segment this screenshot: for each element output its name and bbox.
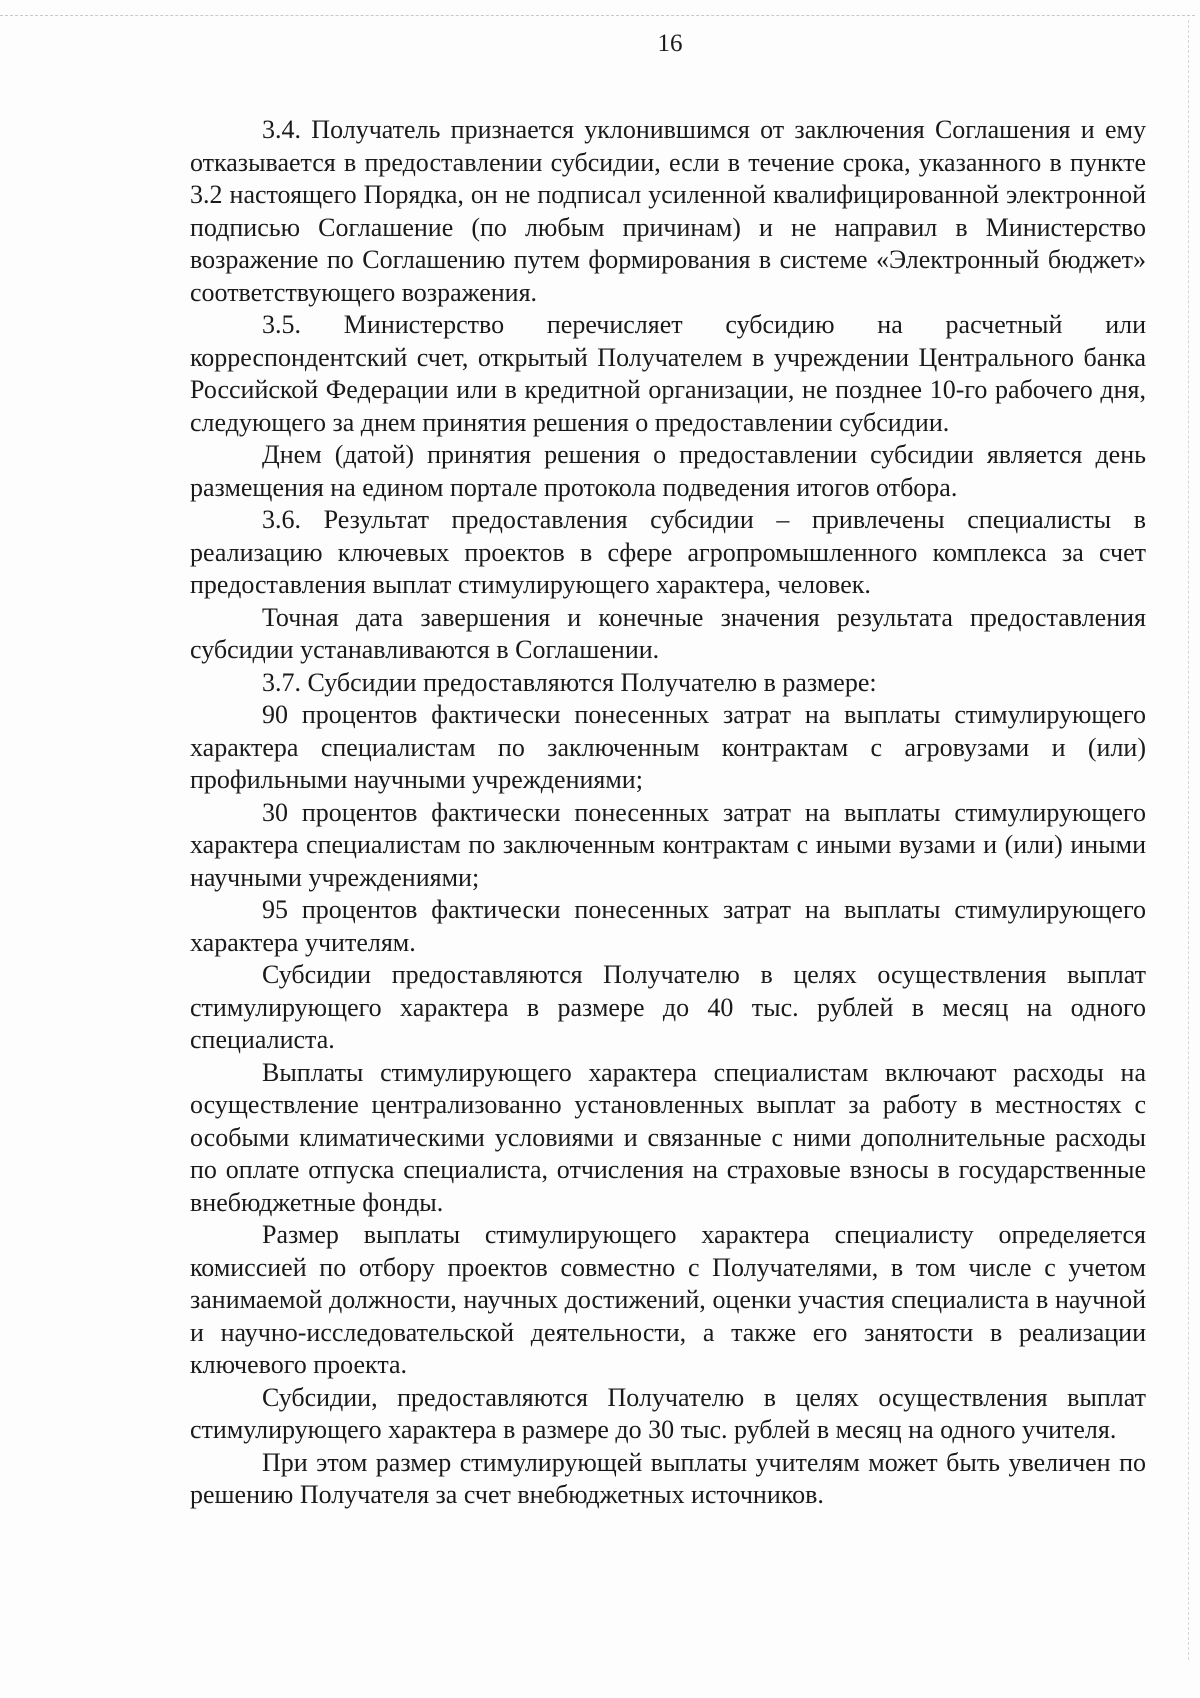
paragraph-3-5: 3.5. Министерство перечисляет субсидию на расчетный или корреспондентский счет, открытый Получателем в учреждении Центрального банка Российской Федерации или в кредитной организации, не позднее 10-го рабочего дня, следующего за днем принятия решения о предоставлении субсидии. [190,310,1146,437]
document-body [190,114,1146,1512]
paragraph-30-percent: 30 процентов фактически понесенных затрат на выплаты стимулирующего характера специалистам по заключенным контрактам с иными вузами и (или) иными научными учреждениями; [190,797,1146,892]
paragraph-3-7: 3.7. Субсидии предоставляются Получателю в размере: [262,667,877,697]
paragraph-result-date: Точная дата завершения и конечные значения результата предоставления субсидии устанавливаются в Соглашении. [190,602,1146,664]
paragraph-payment-size: Размер выплаты стимулирующего характера специалисту определяется комиссией по отбору проектов совместно с Получателями, в том числе с учетом занимаемой должности, научных достижений, оценки участия специалиста в научной и научно-исследовательской деятельности, а также его занятости в реализации ключевого проекта. [190,1220,1146,1379]
paragraph-decision-date: Днем (датой) принятия решения о предоставлении субсидии является день размещения на едином портале протокола подведения итогов отбора. [190,440,1146,502]
page-number: 16 [657,30,683,57]
paragraph-90-percent: 90 процентов фактически понесенных затрат на выплаты стимулирующего характера специалистам по заключенным контрактам с агровузами и (или) профильными научными учреждениями; [190,700,1146,794]
paragraph-payment-composition: Выплаты стимулирующего характера специалистам включают расходы на осуществление централизованно установленных выплат за работу в местностях с особыми климатическими условиями и связанные с ними дополнительные расходы по оплате отпуска специалиста, отчисления на страховые взносы в государственные внебюджетные фонды. [190,1057,1146,1217]
paragraph-specialist-limit: Субсидии предоставляются Получателю в целях осуществления выплат стимулирующего характера в размере до 40 тыс. рублей в месяц на одного специалиста. [190,960,1146,1054]
scan-right-edge [1188,20,1189,1660]
scan-top-edge [0,15,1195,16]
paragraph-3-4: 3.4. Получатель признается уклонившимся от заключения Соглашения и ему отказывается в предоставлении субсидии, если в течение срока, указанного в пункте 3.2 настоящего Порядка, он не подписал усиленной квалифицированной электронной подписью Соглашение (по любым причинам) и не направил в Министерство возражение по Соглашению путем формирования в системе «Электронный бюджет» соответствующего возражения. [190,115,1146,307]
paragraph-3-6: 3.6. Результат предоставления субсидии – привлечены специалисты в реализацию ключевых проектов в сфере агропромышленного комплекса за счет предоставления выплат стимулирующего характера, человек. [190,505,1146,599]
paragraph-teacher-limit: Субсидии, предоставляются Получателю в целях осуществления выплат стимулирующего характера в размере до 30 тыс. рублей в месяц на одного учителя. [190,1382,1146,1444]
paragraph-95-percent: 95 процентов фактически понесенных затрат на выплаты стимулирующего характера учителям. [190,895,1146,957]
paragraph-teacher-increase: При этом размер стимулирующей выплаты учителям может быть увеличен по решению Получателя за счет внебюджетных источников. [190,1447,1146,1509]
